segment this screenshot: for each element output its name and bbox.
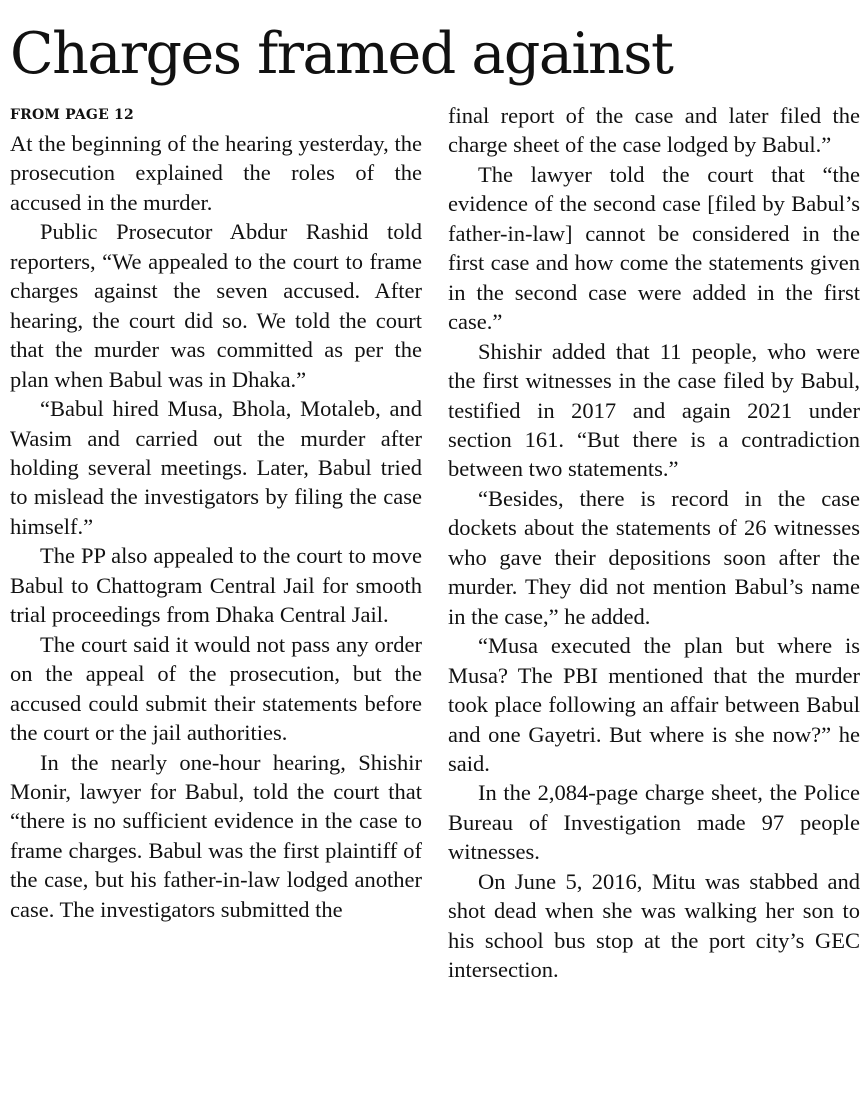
paragraph: On June 5, 2016, Mitu was stabbed and shot dead when she was walking her son to his school bus stop at the port city’s GEC intersection. <box>448 868 860 983</box>
kicker-from-page: FROM PAGE 12 <box>10 107 134 123</box>
left-column <box>10 101 422 924</box>
paragraph: Public Prosecutor Abdur Rashid told reporters, “We appealed to the court to frame charges against the seven accused. After hearing, the court did so. We told the court that the murder was committed as per the plan when Babul was in Dhaka.” <box>10 219 422 392</box>
paragraph: The lawyer told the court that “the evidence of the second case [filed by Babul’s father-in-law] cannot be considered in the first case and how come the statements given in the second case were added in the first case.” <box>448 161 860 335</box>
paragraph: The court said it would not pass any order on the appeal of the prosecution, but the accused could submit their statements before the court or the jail authorities. <box>10 631 422 746</box>
paragraph: “Besides, there is record in the case dockets about the statements of 26 witnesses who gave their depositions soon after the murder. They did not mention Babul’s name in the case,” he added. <box>448 485 860 629</box>
paragraph: The PP also appealed to the court to move Babul to Chattogram Central Jail for smooth trial proceedings from Dhaka Central Jail. <box>10 543 422 628</box>
right-column <box>448 101 860 985</box>
paragraph: “Babul hired Musa, Bhola, Motaleb, and Wasim and carried out the murder after holding several meetings. Later, Babul tried to mislead the investigators by filing the case himself.” <box>10 396 422 539</box>
headline: Charges framed against <box>10 21 673 87</box>
paragraph: In the 2,084-page charge sheet, the Police Bureau of Investigation made 97 people witnesses. <box>448 780 860 865</box>
paragraph: “Musa executed the plan but where is Musa? The PBI mentioned that the murder took place following an affair between Babul and one Gayetri. But where is she now?” he said. <box>448 633 860 776</box>
paragraph: At the beginning of the hearing yesterday, the prosecution explained the roles of the accused in the murder. <box>10 131 422 215</box>
paragraph: Shishir added that 11 people, who were the first witnesses in the case filed by Babul, testified in 2017 and again 2021 under section 161. “But there is a contradiction between two statements.” <box>448 338 860 482</box>
paragraph-continued: final report of the case and later filed the charge sheet of the case lodged by Babul.” <box>448 103 860 158</box>
paragraph: In the nearly one-hour hearing, Shishir Monir, lawyer for Babul, told the court that “there is no sufficient evidence in the case to frame charges. Babul was the first plaintiff of the case, but his father-in-law lodged another case. The investigators submitted the <box>10 749 422 922</box>
